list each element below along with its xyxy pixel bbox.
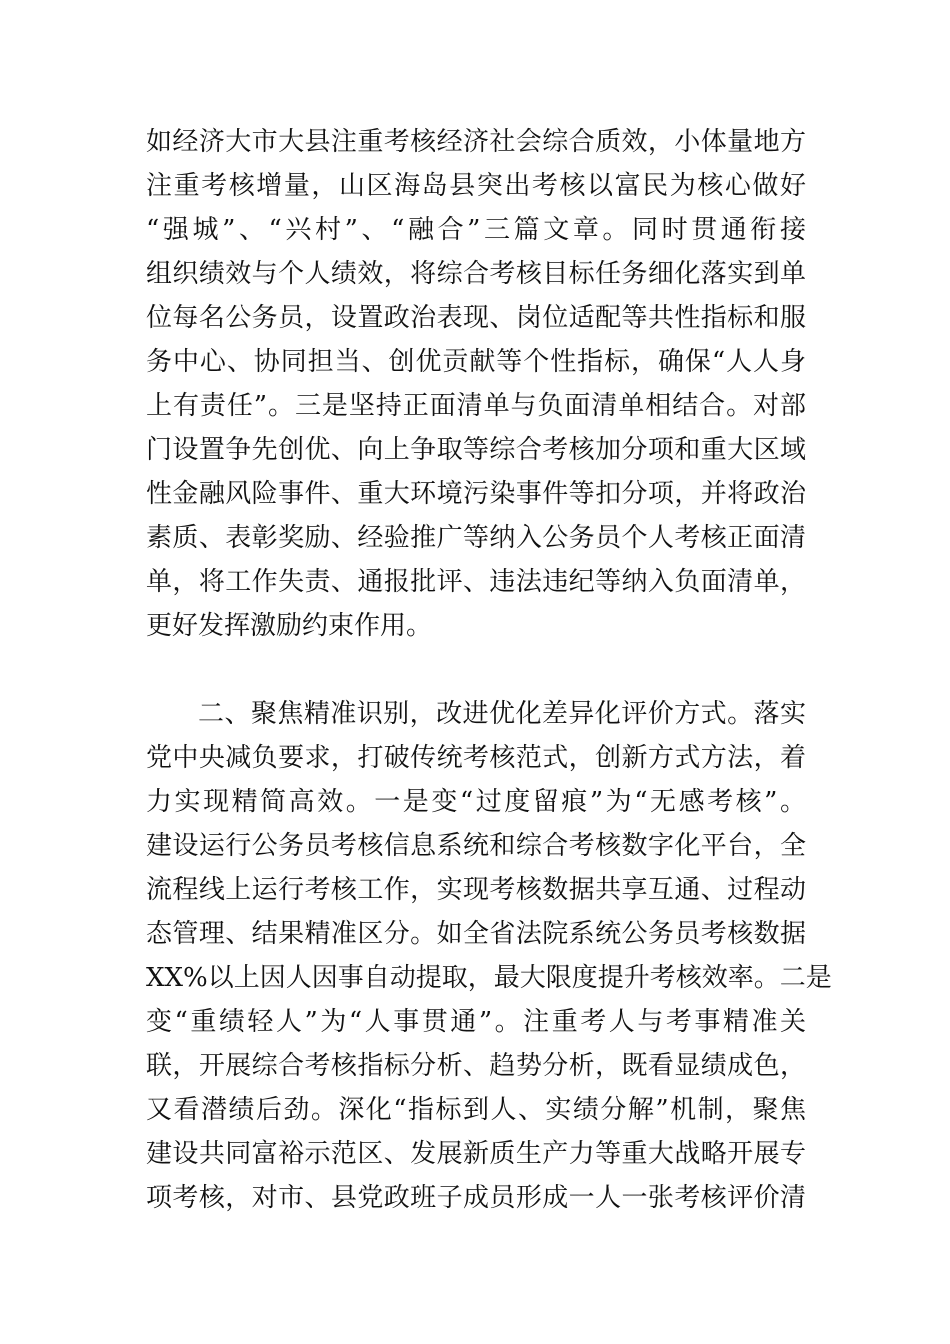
text-line: 联，开展综合考核指标分析、趋势分析，既看显绩成色， bbox=[146, 1051, 806, 1081]
text-line: 门设置争先创优、向上争取等综合考核加分项和重大区域 bbox=[146, 435, 806, 465]
text-line: 如经济大市大县注重考核经济社会综合质效，小体量地方 bbox=[146, 127, 806, 157]
text-line-last: 更好发挥激励约束作用。 bbox=[146, 611, 433, 641]
text-line: 流程线上运行考核工作，实现考核数据共享互通、过程动 bbox=[146, 875, 806, 905]
text-line: XX%以上因人因事自动提取，最大限度提升考核效率。二是 bbox=[146, 963, 832, 993]
text-line: “强城”、“兴村”、“融合”三篇文章。同时贯通衔接 bbox=[146, 215, 806, 245]
text-line: 上有责任”。三是坚持正面清单与负面清单相结合。对部 bbox=[146, 391, 806, 421]
text-line: 素质、表彰奖励、经验推广等纳入公务员个人考核正面清 bbox=[146, 523, 806, 553]
text-line: 又看潜绩后劲。深化“指标到人、实绩分解”机制，聚焦 bbox=[146, 1095, 806, 1125]
text-line: 态管理、结果精准区分。如全省法院系统公务员考核数据 bbox=[146, 919, 806, 949]
text-line: 变“重绩轻人”为“人事贯通”。注重考人与考事精准关 bbox=[146, 1007, 806, 1037]
text-line: 性金融风险事件、重大环境污染事件等扣分项，并将政治 bbox=[146, 479, 806, 509]
text-line: 建设运行公务员考核信息系统和综合考核数字化平台，全 bbox=[146, 831, 806, 861]
text-line: 项考核，对市、县党政班子成员形成一人一张考核评价清 bbox=[146, 1183, 806, 1213]
text-line: 注重考核增量，山区海岛县突出考核以富民为核心做好 bbox=[146, 171, 806, 201]
text-line: 单，将工作失责、通报批评、违法违纪等纳入负面清单， bbox=[146, 567, 806, 597]
text-line: 组织绩效与个人绩效，将综合考核目标任务细化落实到单 bbox=[146, 259, 806, 289]
text-line: 务中心、协同担当、创优贡献等个性指标，确保“人人身 bbox=[146, 347, 806, 377]
text-line: 位每名公务员，设置政治表现、岗位适配等共性指标和服 bbox=[146, 303, 806, 333]
text-line: 党中央减负要求，打破传统考核范式，创新方式方法，着 bbox=[146, 743, 806, 773]
text-line: 力实现精简高效。一是变“过度留痕”为“无感考核”。 bbox=[146, 787, 806, 817]
text-line-indented: 二、聚焦精准识别，改进优化差异化评价方式。落实 bbox=[198, 699, 806, 729]
text-line: 建设共同富裕示范区、发展新质生产力等重大战略开展专 bbox=[146, 1139, 806, 1169]
